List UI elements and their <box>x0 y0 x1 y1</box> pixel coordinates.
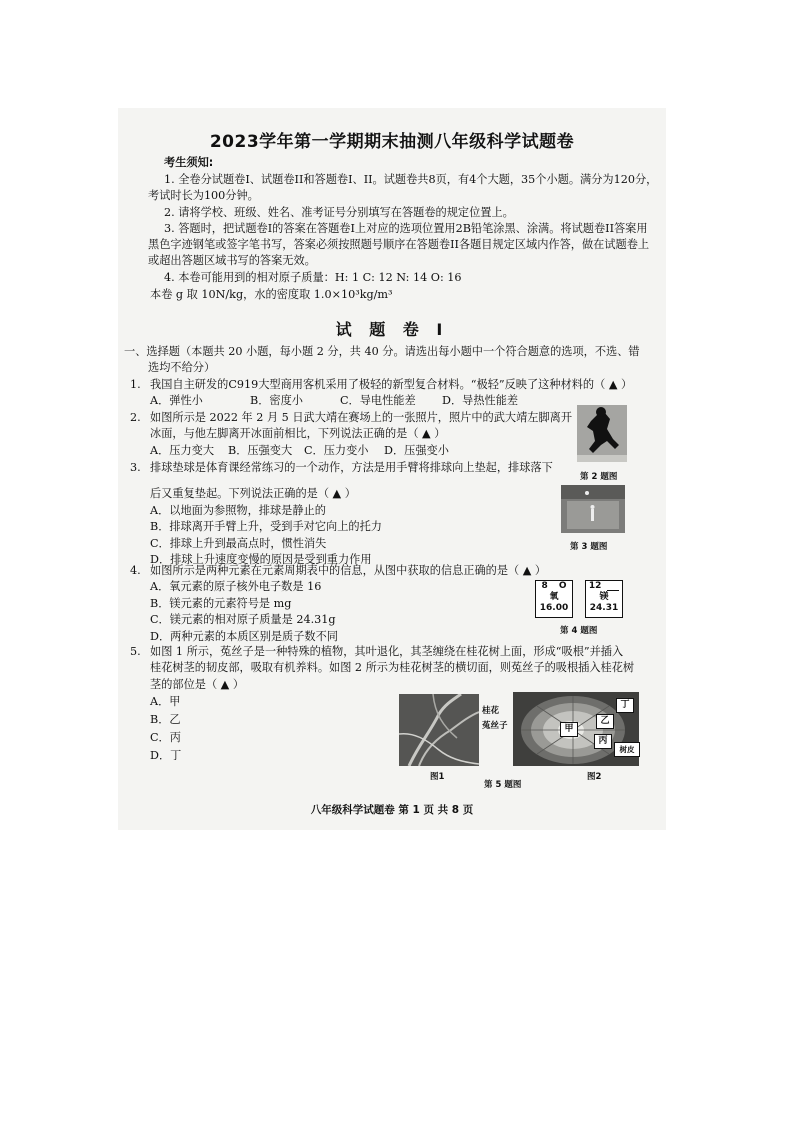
q2-option-a: A．压力变大 <box>150 444 215 457</box>
q5-tag-pi: 树皮 <box>614 742 640 757</box>
q3-option-a: A．以地面为参照物，排球是静止的 <box>150 504 326 517</box>
q4-option-d: D．两种元素的本质区别是质子数不同 <box>150 630 338 643</box>
q1-option-a: A．弹性小 <box>150 394 203 407</box>
part1-instructions-cont: 选均不给分） <box>148 361 216 374</box>
q4-number: 4. <box>130 564 141 577</box>
q5-figure-2-label: 图2 <box>587 772 602 782</box>
q5-option-d: D．丁 <box>150 749 182 762</box>
q3-option-b: B．排球离开手臂上升，受到手对它向上的托力 <box>150 520 382 533</box>
notice-item-2: 2. 请将学校、班级、姓名、准考证号分别填写在答题卷的规定位置上。 <box>164 206 514 219</box>
q1-option-c: C．导电性能差 <box>340 394 416 407</box>
q3-option-d: D．排球上升速度变慢的原因是受到重力作用 <box>150 553 372 566</box>
page-footer: 八年级科学试题卷 第 1 页 共 8 页 <box>310 804 474 816</box>
q5-stem-3: 茎的部位是（ ▲ ） <box>150 678 245 691</box>
q3-volleyball-photo <box>561 485 625 533</box>
notice-item-3-cont2: 或超出答题区域书写的答案无效。 <box>148 254 316 267</box>
magnesium-element-card <box>585 580 623 618</box>
q3-stem-1: 排球垫球是体育课经常练习的一个动作，方法是用手臂将排球向上垫起，排球落下 <box>150 461 553 474</box>
q5-stem-1: 如图 1 所示，菟丝子是一种特殊的植物，其叶退化，其茎缠绕在桂花树上面，形成“吸根”并插入 <box>150 645 624 658</box>
q5-option-c: C．丙 <box>150 731 181 744</box>
q1-option-d: D．导热性能差 <box>442 394 519 407</box>
notice-item-1-cont: 考试时长为100分钟。 <box>148 189 259 202</box>
part1-instructions: 一、选择题（本题共 20 小题，每小题 2 分，共 40 分。请选出每小题中一个符合题意的选项，不选、错 <box>124 345 640 358</box>
q5-tag-jia: 甲 <box>560 722 578 737</box>
magnesium-symbol <box>607 581 619 591</box>
q5-tag-yi: 乙 <box>596 714 614 729</box>
q5-figure-1-label: 图1 <box>430 772 445 782</box>
q2-skater-photo <box>577 405 627 462</box>
q4-option-b: B．镁元素的元素符号是 mg <box>150 597 292 610</box>
q4-option-a: A．氧元素的原子核外电子数是 16 <box>150 580 322 593</box>
notice-item-5: 本卷 g 取 10N/kg，水的密度取 1.0×10³kg/m³ <box>150 288 393 301</box>
page-title: 2023学年第一学期期末抽测八年级科学试题卷 <box>209 132 575 152</box>
q2-option-c: C．压力变小 <box>304 444 369 457</box>
oxygen-name: 氧 <box>549 592 559 602</box>
oxygen-symbol: O <box>558 581 567 591</box>
q2-number: 2. <box>130 411 141 424</box>
q3-number: 3. <box>130 461 141 474</box>
oxygen-mass: 16.00 <box>539 603 569 613</box>
q5-tag-ding: 丁 <box>616 698 634 713</box>
q5-stem-2: 桂花树茎的韧皮部，吸取有机养料。如图 2 所示为桂花树茎的横切面，则菟丝子的吸根插入桂花树 <box>150 661 635 674</box>
q2-stem-1: 如图所示是 2022 年 2 月 5 日武大靖在赛场上的一张照片，照片中的武大靖左脚离开 <box>150 411 573 424</box>
q2-option-b: B．压强变大 <box>228 444 293 457</box>
q5-caption: 第 5 题图 <box>484 780 522 790</box>
q4-stem: 如图所示是两种元素在元素周期表中的信息，从图中获取的信息正确的是（ ▲ ） <box>150 564 547 577</box>
q3-option-c: C．排球上升到最高点时，惯性消失 <box>150 537 327 550</box>
notice-item-1: 1. 全卷分试题卷I、试题卷II和答题卷I、II。试题卷共8页，有4个大题，35个小题。满分为120分， <box>164 173 658 186</box>
magnesium-name: 镁 <box>599 592 609 602</box>
q5-label-tusizi: 菟丝子 <box>482 721 508 731</box>
q5-number: 5. <box>130 645 141 658</box>
q5-label-guihua: 桂花 <box>482 706 500 716</box>
notice-item-3: 3. 答题时，把试题卷I的答案在答题卷I上对应的选项位置用2B铅笔涂黑、涂满。将试题卷II答案用 <box>164 222 648 235</box>
q3-caption: 第 3 题图 <box>570 542 608 552</box>
q1-option-b: B．密度小 <box>250 394 303 407</box>
q2-caption: 第 2 题图 <box>580 472 618 482</box>
q5-tag-bing: 丙 <box>594 734 612 749</box>
notice-heading: 考生须知: <box>164 156 214 169</box>
magnesium-mass: 24.31 <box>589 603 619 613</box>
q4-option-c: C．镁元素的相对原子质量是 24.31g <box>150 613 336 626</box>
q5-option-a: A．甲 <box>150 695 181 708</box>
section-title: 试 题 卷 I <box>335 320 449 339</box>
q3-stem-2: 后又重复垫起。下列说法正确的是（ ▲ ） <box>150 487 356 500</box>
q5-option-b: B．乙 <box>150 713 181 726</box>
notice-item-4: 4. 本卷可能用到的相对原子质量：H: 1 C: 12 N: 14 O: 16 <box>164 271 462 284</box>
oxygen-element-card <box>535 580 573 618</box>
notice-item-3-cont: 黑色字迹钢笔或签字笔书写，答案必须按照题号顺序在答题卷II各题目规定区域内作答，做在试题卷上 <box>148 238 650 251</box>
q2-stem-2: 冰面，与他左脚离开冰面前相比，下列说法正确的是（ ▲ ） <box>150 427 446 440</box>
q1-stem: 我国自主研发的C919大型商用客机采用了极轻的新型复合材料。“极轻”反映了这种材料的（ ▲ ） <box>150 378 633 391</box>
magnesium-atomic-number: 12 <box>588 581 602 591</box>
q5-figure-1-photo <box>399 694 479 766</box>
q2-option-d: D．压强变小 <box>384 444 449 457</box>
q1-number: 1. <box>130 378 141 391</box>
oxygen-atomic-number: 8 <box>541 581 548 591</box>
q4-caption: 第 4 题图 <box>560 626 598 636</box>
